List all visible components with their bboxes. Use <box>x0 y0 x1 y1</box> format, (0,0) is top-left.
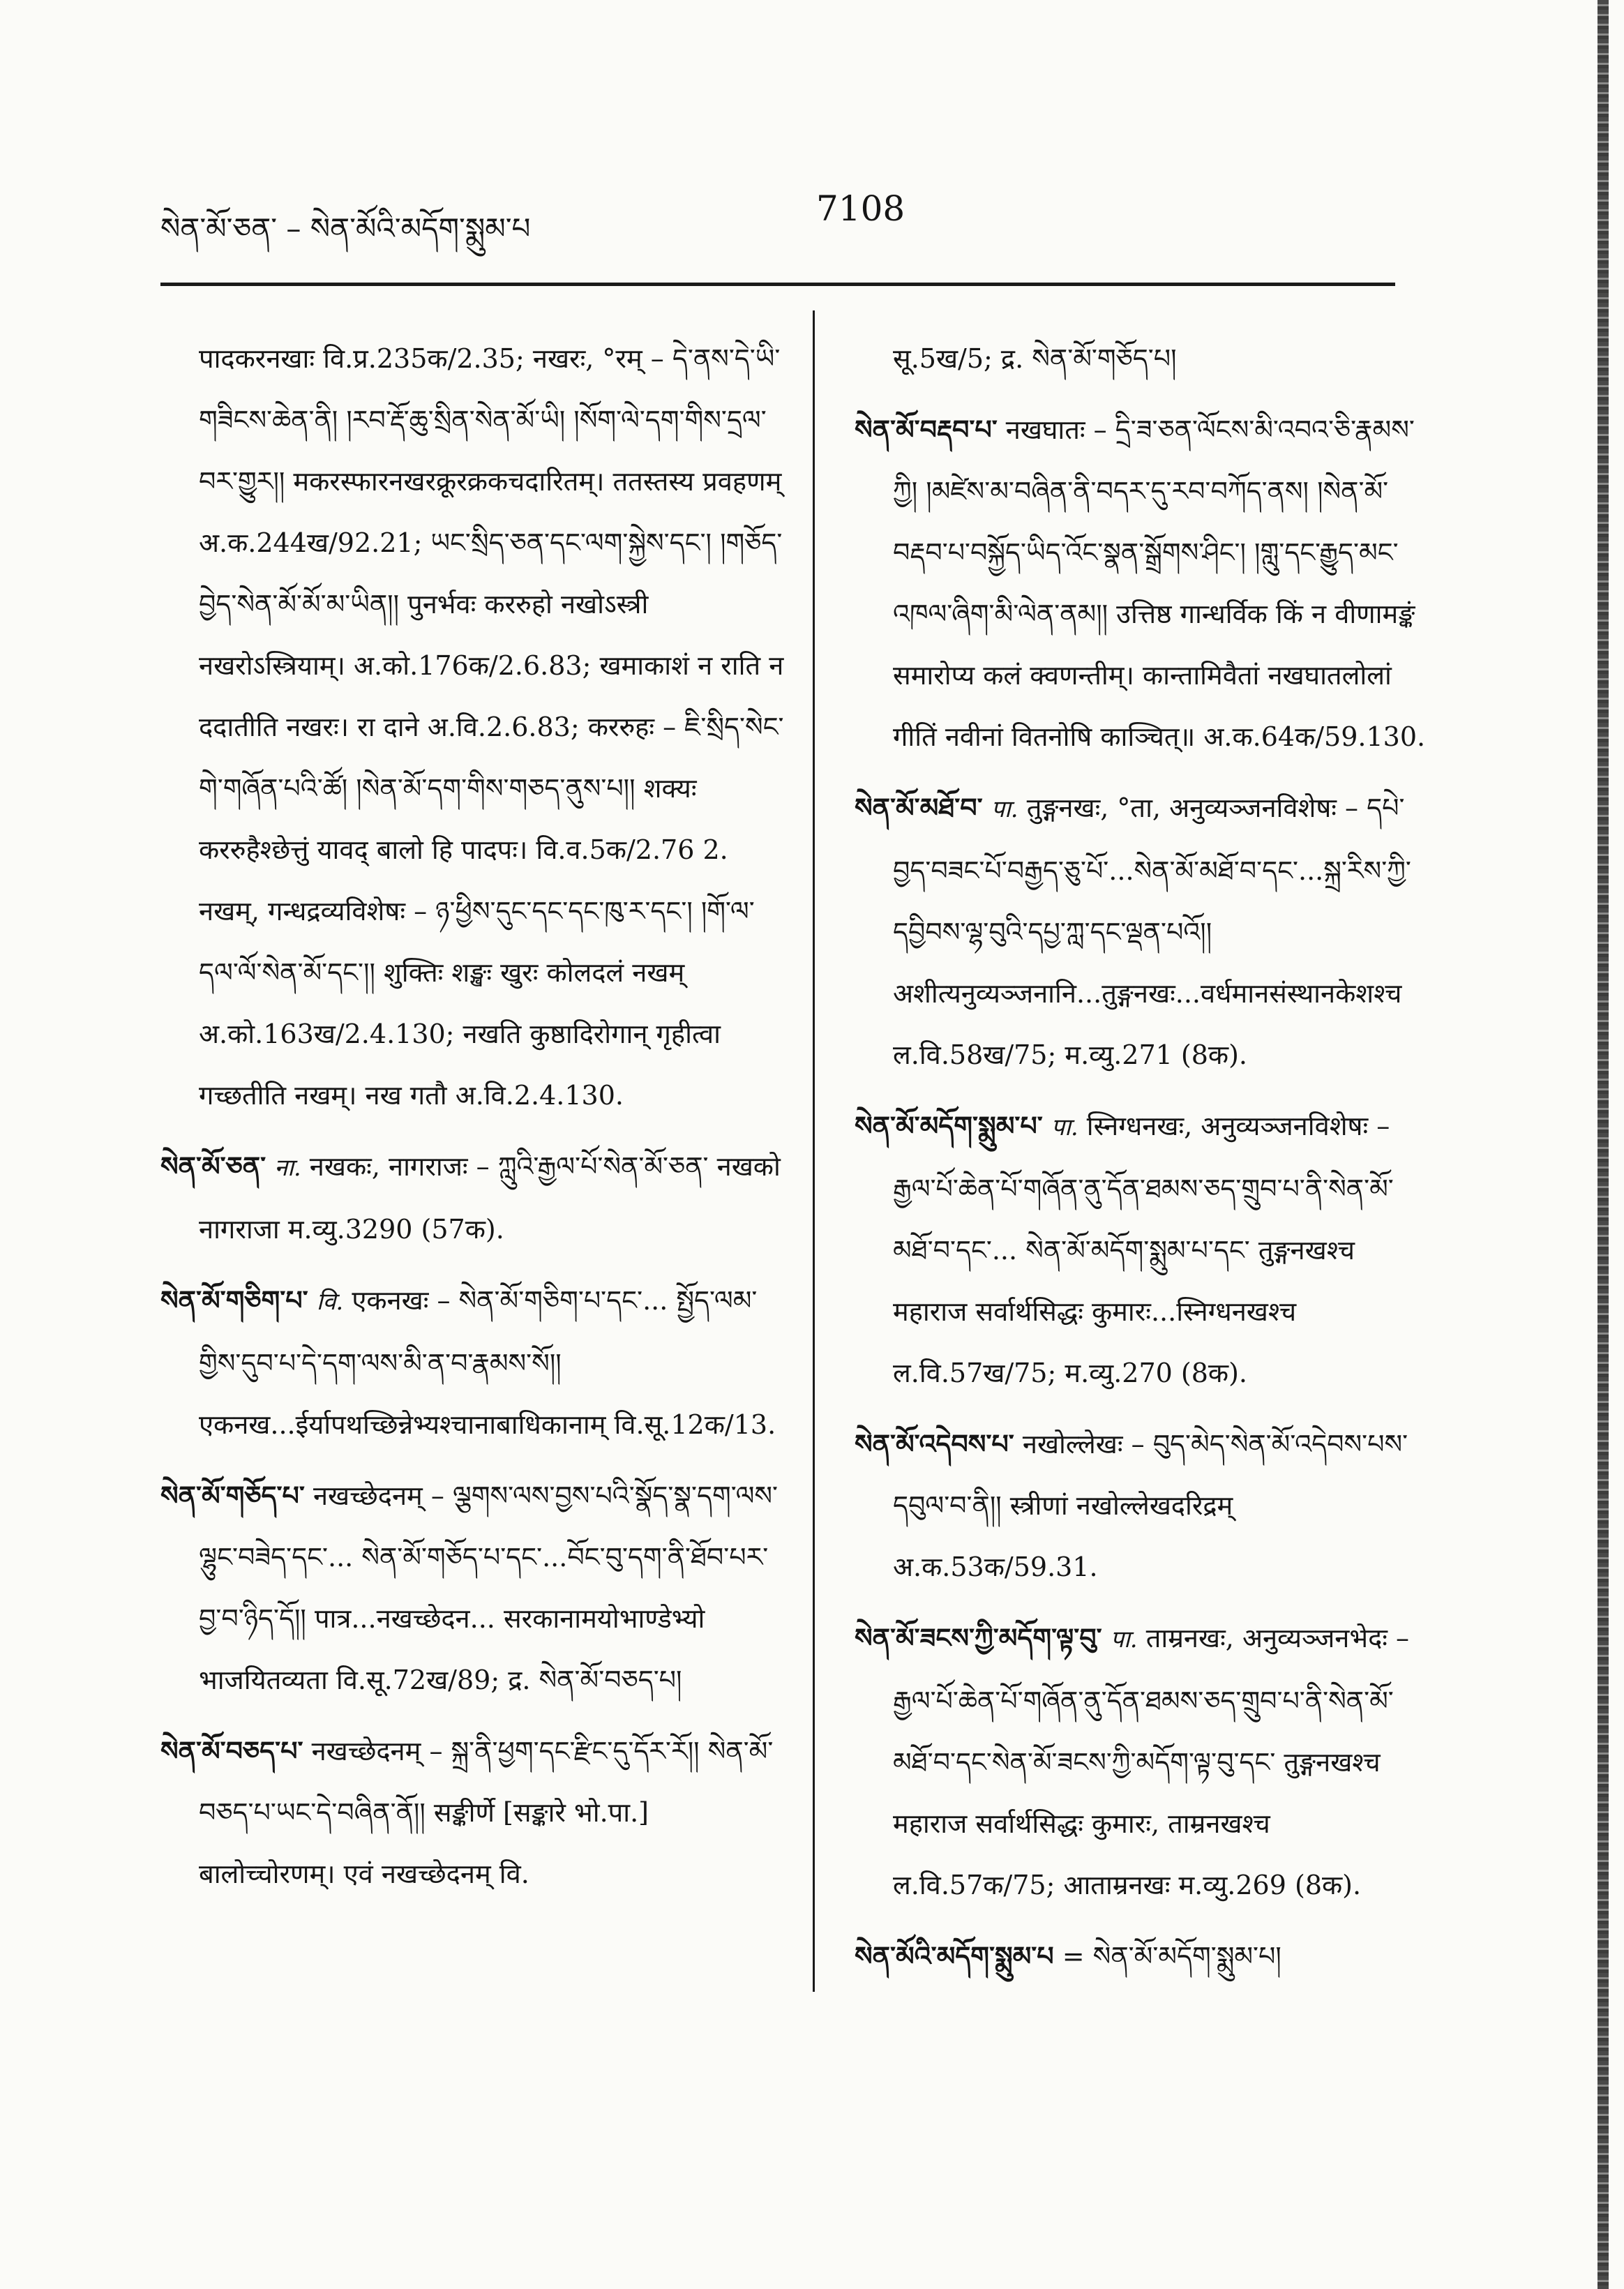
entry-headword: སེན་མོ་མདོག་སྨུམ་པ་ <box>855 1110 1043 1141</box>
entry-text: सू.5ख/5; द्र. སེན་མོ་གཅོད་པ། <box>893 343 1177 374</box>
dictionary-entry <box>855 777 1434 1086</box>
entry-text: स्निग्धनखः, अनुव्यञ्जनविशेषः – རྒྱལ་པོ་ཆེན་པོ་གཞོན་ནུ་དོན་ཐམས་ཅད་གྲུབ་པ་ནི་སེན་མོ་མཐོ་བ་དང་... སེན་མོ་མདོག་སྨུམ་པ་དང་ तुङ्गनखश्च महाराज सर्वार्थसिद्धः कुमारः...स्निग्धनखश्च ल.वि.57ख/75; म.व्यु.270 (8क). <box>893 1111 1394 1388</box>
right-column <box>855 328 1434 1997</box>
dictionary-entry <box>160 1136 788 1260</box>
column-divider <box>813 310 815 1992</box>
entry-headword: སེན་མོ་བརྡབ་པ་ <box>855 414 998 445</box>
header-guide-words: སེན་མོ་ཅན་ – སེན་མོའི་མདོག་སྨུམ་པ <box>160 211 531 246</box>
entry-text: नखोल्लेखः – བུད་མེད་སེན་མོ་འདེབས་པས་དབུལ་བ་ནི།། स्त्रीणां नखोल्लेखदरिद्रम् अ.क.53क/59.31. <box>893 1429 1408 1582</box>
dictionary-entry <box>855 399 1434 767</box>
entry-headword: སེན་མོའི་མདོག་སྨུམ་པ <box>855 1940 1054 1972</box>
running-header <box>160 188 1374 251</box>
entry-text: नखच्छेदनम् – ལྕགས་ལས་བྱས་པའི་སྣོད་སྣ་དག་ལས་ལྷུང་བཟེད་དང་... སེན་མོ་གཅོད་པ་དང་...བོང་བུ་དག་ནི་ཐོབ་པར་བྱ་བ་ཉིད་དོ།། पात्र...नखच्छेदन... सरकानामयोभाण्डेभ्यो भाजयितव्यता वि.सू.72ख/89; द्र. སེན་མོ་བཅད་པ། <box>199 1480 779 1695</box>
dictionary-entry <box>160 1465 788 1711</box>
entry-headword: སེན་མོ་བཅད་པ་ <box>160 1735 303 1766</box>
dictionary-entry <box>160 328 788 1126</box>
dictionary-entry <box>160 1270 788 1455</box>
grammar-label: ना. <box>274 1154 301 1182</box>
entry-text: नखघातः – དྲི་ཟ་ཅན་ལོངས་མི་འབའ་ཅི་རྣམས་ཀྱི། །མཛེས་མ་བཞིན་ནི་བདར་དུ་རབ་བཀོད་ནས། །སེན་མོ་བརྡབ་པ་བསྐྱོད་ཡིད་འོང་སྣན་སྒྲོགས་ཤིང་། །གླུ་དང་རྒྱུད་མང་འཁལ་ཞིག་མི་ལེན་ནམ།། उत्तिष्ठ गान्धर्विक किं न वीणामङ्कं समारोप्य कलं क्वणन्तीम्। कान्तामिवैतां नखघातलोलां गीतिं नवीनां वितनोषि काञ्चित्॥ अ.क.64क/59.130. <box>893 414 1426 752</box>
grammar-label: वि. <box>316 1288 344 1316</box>
left-column <box>160 328 788 1914</box>
entry-text: = སེན་མོ་མདོག་སྨུམ་པ། <box>1062 1941 1281 1972</box>
scan-edge <box>1597 0 1609 2289</box>
entry-text: पादकरनखाः वि.प्र.235क/2.35; नखरः, °रम् – དེ་ནས་དེ་ཡི་གཟིངས་ཆེན་ནི། །རབ་རྡོ་ཆུ་སྲིན་སེན་མོ་ཡི། །སོག་ལེ་དག་གིས་དྲལ་བར་གྱུར།། मकरस्फारनखरक्रूरक्रकचदारितम्। ततस्तस्य प्रवहणम् अ.क.244ख/92.21; ཡང་སྲིད་ཅན་དང་ལག་སྐྱེས་དང་། །གཅོད་བྱེད་སེན་མོ་མོ་མ་ཡིན།། पुनर्भवः कररुहो नखोऽस्त्री नखरोऽस्त्रियाम्। अ.को.176क/2.6.83; खमाकाशं न राति न ददातीति नखरः। रा दाने अ.वि.2.6.83; कररुहः – ཇི་སྲིད་སེང་གེ་གཞོན་པའི་ཚོ། །སེན་མོ་དག་གིས་གཅད་ནུས་པ།། शक्यः कररुहैश्छेत्तुं यावद् बालो हि पादपः। वि.व.5क/2.76 2. नखम्, गन्धद्रव्यविशेषः – ཉ་ཕྱིས་དུང་དང་དང་ཁུ་ར་དང་། །གོ་ལ་དལ་ལོ་སེན་མོ་དང་།། शुक्तिः शङ्खः खुरः कोलदलं नखम् अ.को.163ख/2.4.130; नखति कुष्ठादिरोगान् गृहीत्वा गच्छतीति नखम्। नख गतौ अ.वि.2.4.130. <box>199 343 784 1111</box>
grammar-label: पा. <box>1110 1626 1138 1653</box>
dictionary-entry <box>855 1413 1434 1598</box>
entry-text: एकनखः – སེན་མོ་གཅིག་པ་དང་... སྤྱོད་ལམ་གྱིས་དུབ་པ་དེ་དག་ལས་མི་ན་བ་རྣམས་སོ།། एकनख...ईर्यापथच्छिन्नेभ्यश्चानाबाधिकानाम् वि.सू.12क/13. <box>199 1285 776 1440</box>
entry-text: तुङ्गनखः, °ता, अनुव्यञ्जनविशेषः – དཔེ་བྱད་བཟང་པོ་བརྒྱད་ཅུ་པོ་...སེན་མོ་མཐོ་བ་དང་...སྐྲ་རིས་ཀྱི་དབྱིབས་ལྷ་བུའི་དཔྱ་ཀླ་དང་ལྡན་པའོ།། अशीत्यनुव्यञ्जनानि...तुङ्गनखः...वर्धमानसंस्थानकेशश्च ल.वि.58ख/75; म.व्यु.271 (8क). <box>893 793 1411 1070</box>
entry-headword: སེན་མོ་འདེབས་པ་ <box>855 1428 1014 1459</box>
entry-headword: སེན་མོ་གཅོད་པ་ <box>160 1480 305 1511</box>
dictionary-entry <box>855 1607 1434 1916</box>
grammar-label: पा. <box>991 795 1018 823</box>
grammar-label: पा. <box>1051 1113 1078 1141</box>
header-rule <box>160 283 1395 286</box>
dictionary-entry <box>855 1095 1434 1404</box>
entry-text: नखच्छेदनम् – སྐྲ་ནི་ཕྱག་དང་རྫིང་དུ་དོར་རོ།། སེན་མོ་བཅད་པ་ཡང་དེ་བཞིན་ནོ།། सङ्कीर्णे [सङ्कारे भो.पा.] बालोच्चोरणम्। एवं नखच्छेदनम् वि. <box>199 1736 774 1889</box>
dictionary-entry <box>855 328 1434 389</box>
dictionary-entry <box>855 1926 1434 1987</box>
entry-headword: སེན་མོ་གཅིག་པ་ <box>160 1284 308 1316</box>
page-number: 7108 <box>816 188 905 229</box>
entry-headword: སེན་མོ་ཅན་ <box>160 1150 266 1182</box>
dictionary-entry <box>160 1720 788 1905</box>
entry-text: नखकः, नागराजः – ཀླུའི་རྒྱལ་པོ་སེན་མོ་ཅན་ नखको नागराजा म.व्यु.3290 (57क). <box>199 1151 781 1245</box>
entry-headword: སེན་མོ་མཐོ་བ་ <box>855 792 983 823</box>
entry-text: ताम्रनखः, अनुव्यञ्जनभेदः – རྒྱལ་པོ་ཆེན་པོ་གཞོན་ནུ་དོན་ཐམས་ཅད་གྲུབ་པ་ནི་སེན་མོ་མཐོ་བ་དང་སེན་མོ་ཟངས་ཀྱི་མདོག་ལྟ་བུ་དང་ तुङ्गनखश्च महाराज सर्वार्थसिद्धः कुमारः, ताम्रनखश्च ल.वि.57क/75; आताम्रनखः म.व्यु.269 (8क). <box>893 1623 1410 1900</box>
entry-headword: སེན་མོ་ཟངས་ཀྱི་མདོག་ལྟ་བུ་ <box>855 1622 1102 1653</box>
